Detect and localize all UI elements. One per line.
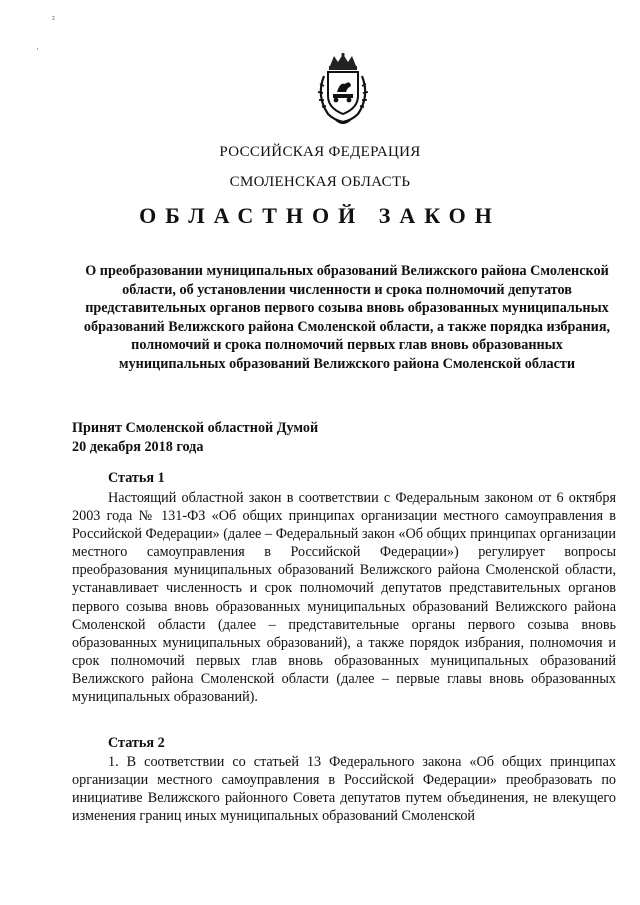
article-text: Настоящий областной закон в соответствии с Федеральным законом от 6 октября 2003 года № 131-ФЗ «Об общих принципах организации местного самоуправления в Российской Федерации» (далее – Федеральный закон «Об общих принципах организации местного самоуправления в Российской Федерации») регулирует вопросы преобразования муниципальных образований Велижского района Смоленской области, устанавливает численность и срок полномочий депутатов представительных органов первого созыва вновь образованных муниципальных образований Велижского района Смоленской области (далее – представительные органы первого созыва вновь образованных муниципальных образований), а также порядок избрания, полномочия и срок полномочий первых глав вновь образованных муниципальных образований Велижского района Смоленской области (далее – первые главы вновь образованных муниципальных образований). bbox=[72, 490, 616, 706]
article-heading: Статья 2 bbox=[108, 735, 165, 751]
country-heading: РОССИЙСКАЯ ФЕДЕРАЦИЯ bbox=[219, 144, 421, 160]
document-type-heading: ОБЛАСТНОЙ ЗАКОН bbox=[139, 203, 501, 228]
scan-mark: ² bbox=[52, 14, 55, 24]
adoption-body: Принят Смоленской областной Думой bbox=[72, 420, 319, 436]
adoption-date: 20 декабря 2018 года bbox=[72, 438, 204, 455]
article-heading: Статья 1 bbox=[108, 470, 165, 486]
region-heading: СМОЛЕНСКАЯ ОБЛАСТЬ bbox=[229, 174, 411, 190]
article-text: 1. В соответствии со статьей 13 Федерального закона «Об общих принципах организации местного самоуправления в Российской Федерации» преобразовать по инициативе Велижского районного Совета депутатов путем объединения, не влекущего изменения границ иных муниципальных образований Смоленской bbox=[72, 754, 616, 825]
coat-of-arms-icon bbox=[310, 52, 376, 128]
adoption-block bbox=[72, 419, 318, 456]
law-title: О преобразовании муниципальных образований Велижского района Смоленской области, об установлении численности и срока полномочий депутатов представительных органов первого созыва вновь образованных муниципальных образований Велижского района Смоленской области, а также порядка избрания, полномочий и срока полномочий первых глав вновь образованных муниципальных образований Велижского района Смоленской области bbox=[83, 263, 611, 372]
scan-mark: · bbox=[36, 44, 39, 54]
